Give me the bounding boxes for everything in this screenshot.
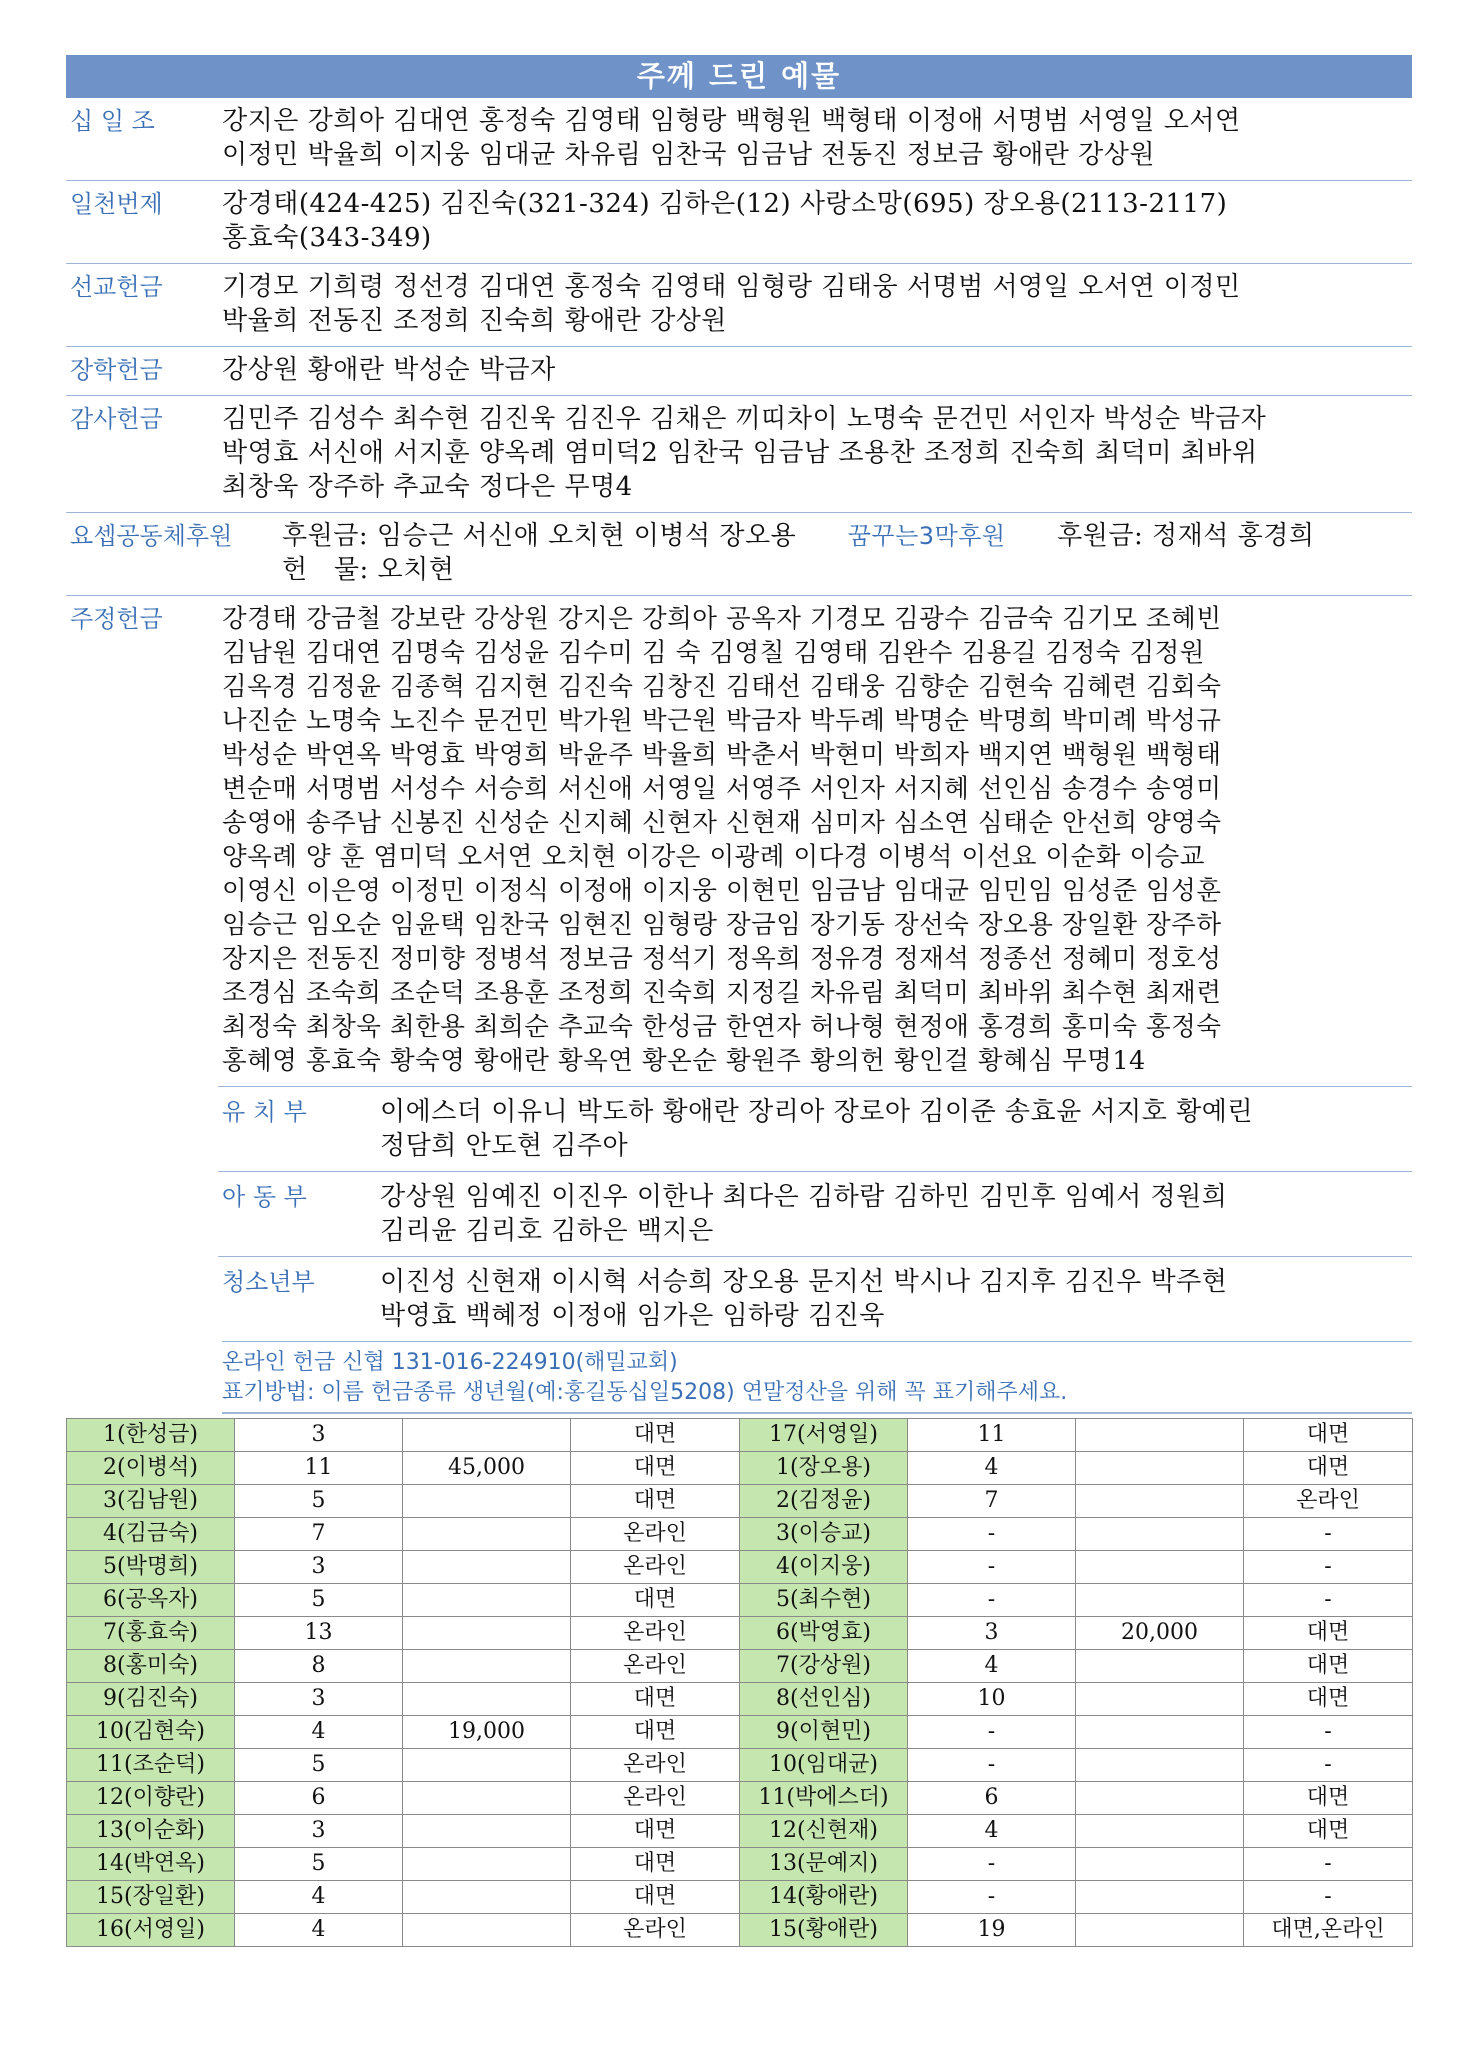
left-type-cell: 대면 — [571, 1815, 740, 1848]
table-row — [67, 1881, 1413, 1914]
attendance-table — [66, 1418, 1413, 1947]
right-name-cell: 4(이지웅) — [740, 1551, 908, 1584]
table-row — [67, 1518, 1413, 1551]
offering-report — [66, 55, 1412, 1947]
left-count-cell: 5 — [235, 1584, 403, 1617]
right-count-cell: 4 — [908, 1452, 1076, 1485]
right-amount-cell — [1076, 1485, 1244, 1518]
online-notation-line: 표기방법: 이름 헌금종류 생년월(예:홍길동십일5208) 연말정산을 위해 꼭 표기해주세요. — [222, 1380, 1068, 1405]
left-amount-cell — [403, 1782, 571, 1815]
right-type-cell: 대면 — [1244, 1782, 1413, 1815]
right-type-cell: 온라인 — [1244, 1485, 1413, 1518]
right-name-cell: 15(황애란) — [740, 1914, 908, 1947]
left-amount-cell — [403, 1881, 571, 1914]
left-count-cell: 5 — [235, 1848, 403, 1881]
right-count-cell: 11 — [908, 1419, 1076, 1452]
left-count-cell: 3 — [235, 1683, 403, 1716]
section-label: 감사헌금 — [70, 405, 163, 433]
right-name-cell: 13(문예지) — [740, 1848, 908, 1881]
section-names: 강상원 황애란 박성순 박금자 — [222, 355, 556, 385]
table-row — [67, 1716, 1413, 1749]
right-type-cell: - — [1244, 1551, 1413, 1584]
left-type-cell: 대면 — [571, 1716, 740, 1749]
online-offering-info — [222, 1341, 1412, 1414]
subsection-youth — [218, 1256, 1412, 1341]
left-count-cell: 5 — [235, 1749, 403, 1782]
left-type-cell: 온라인 — [571, 1650, 740, 1683]
left-type-cell: 대면 — [571, 1452, 740, 1485]
table-row — [67, 1650, 1413, 1683]
left-type-cell: 대면 — [571, 1419, 740, 1452]
left-amount-cell — [403, 1551, 571, 1584]
left-type-cell: 대면 — [571, 1584, 740, 1617]
subsection-label: 유 치 부 — [222, 1098, 307, 1126]
right-amount-cell — [1076, 1518, 1244, 1551]
left-amount-cell: 19,000 — [403, 1716, 571, 1749]
section-tithe — [66, 98, 1412, 181]
section-names: 김민주 김성수 최수현 김진욱 김진우 김채은 끼띠차이 노명숙 문건민 서인자 박성순 박금자 박영효 서신애 서지훈 양옥례 염미덕2 임찬국 임금남 조용찬 조정희 진숙희 최덕미 최바위 최창욱 장주하 추교숙 정다은 무명4 — [222, 404, 1267, 502]
right-amount-cell: 20,000 — [1076, 1617, 1244, 1650]
right-type-cell: 대면 — [1244, 1452, 1413, 1485]
right-name-cell: 3(이승교) — [740, 1518, 908, 1551]
right-amount-cell — [1076, 1419, 1244, 1452]
left-count-cell: 13 — [235, 1617, 403, 1650]
section-joseph-community — [66, 513, 1412, 596]
left-count-cell: 4 — [235, 1881, 403, 1914]
left-name-cell: 4(김금숙) — [67, 1518, 235, 1551]
left-amount-cell — [403, 1617, 571, 1650]
right-amount-cell — [1076, 1452, 1244, 1485]
table-row — [67, 1584, 1413, 1617]
left-name-cell: 5(박명희) — [67, 1551, 235, 1584]
right-name-cell: 17(서영일) — [740, 1419, 908, 1452]
right-count-cell: - — [908, 1881, 1076, 1914]
left-type-cell: 대면 — [571, 1848, 740, 1881]
left-count-cell: 8 — [235, 1650, 403, 1683]
right-type-cell: - — [1244, 1518, 1413, 1551]
table-row — [67, 1815, 1413, 1848]
section-names: 기경모 기희령 정선경 김대연 홍정숙 김영태 임형랑 김태웅 서명범 서영일 오서연 이정민 박율희 전동진 조정희 진숙희 황애란 강상원 — [222, 272, 1241, 336]
left-amount-cell — [403, 1683, 571, 1716]
right-amount-cell — [1076, 1716, 1244, 1749]
left-type-cell: 온라인 — [571, 1749, 740, 1782]
left-count-cell: 3 — [235, 1815, 403, 1848]
attendance-table-body — [67, 1419, 1413, 1947]
table-row — [67, 1782, 1413, 1815]
left-name-cell: 11(조순덕) — [67, 1749, 235, 1782]
left-count-cell: 3 — [235, 1551, 403, 1584]
right-name-cell: 7(강상원) — [740, 1650, 908, 1683]
left-name-cell: 2(이병석) — [67, 1452, 235, 1485]
right-name-cell: 12(신현재) — [740, 1815, 908, 1848]
right-amount-cell — [1076, 1848, 1244, 1881]
right-name-cell: 10(임대균) — [740, 1749, 908, 1782]
left-name-cell: 1(한성금) — [67, 1419, 235, 1452]
right-amount-cell — [1076, 1749, 1244, 1782]
section-thanksgiving — [66, 396, 1412, 513]
right-name-cell: 11(박에스더) — [740, 1782, 908, 1815]
right-count-cell: - — [908, 1518, 1076, 1551]
right-amount-cell — [1076, 1914, 1244, 1947]
section-label: 요셉공동체후원 — [70, 522, 233, 550]
section-weekly — [66, 596, 1412, 1341]
table-row — [67, 1749, 1413, 1782]
right-count-cell: - — [908, 1551, 1076, 1584]
right-amount-cell — [1076, 1551, 1244, 1584]
right-type-cell: 대면 — [1244, 1815, 1413, 1848]
dream-support-label: 꿈꾸는3막후원 — [847, 522, 1006, 550]
section-label: 장학헌금 — [70, 356, 163, 384]
online-account-line: 온라인 헌금 신협 131-016-224910(해밀교회) — [222, 1350, 678, 1375]
right-count-cell: 4 — [908, 1815, 1076, 1848]
table-row — [67, 1452, 1413, 1485]
left-name-cell: 14(박연옥) — [67, 1848, 235, 1881]
left-name-cell: 15(장일환) — [67, 1881, 235, 1914]
subsection-names: 강상원 임예진 이진우 이한나 최다은 김하람 김하민 김민후 임예서 정원희 김리윤 김리호 김하은 백지은 — [380, 1182, 1228, 1246]
left-type-cell: 온라인 — [571, 1551, 740, 1584]
right-type-cell: 대면 — [1244, 1683, 1413, 1716]
right-type-cell: - — [1244, 1749, 1413, 1782]
subsection-label: 청소년부 — [222, 1268, 315, 1296]
left-count-cell: 4 — [235, 1716, 403, 1749]
section-label: 주정헌금 — [70, 605, 163, 633]
page-title: 주께 드린 예물 — [66, 55, 1412, 98]
right-name-cell: 6(박영효) — [740, 1617, 908, 1650]
table-row — [67, 1551, 1413, 1584]
left-amount-cell — [403, 1518, 571, 1551]
support-line-2: 헌 물: 오치현 — [282, 555, 455, 585]
right-amount-cell — [1076, 1683, 1244, 1716]
table-row — [67, 1848, 1413, 1881]
left-name-cell: 6(공옥자) — [67, 1584, 235, 1617]
section-names — [282, 519, 1412, 587]
left-amount-cell — [403, 1914, 571, 1947]
section-label: 선교헌금 — [70, 273, 163, 301]
section-label: 일천번제 — [70, 190, 163, 218]
right-count-cell: 3 — [908, 1617, 1076, 1650]
left-amount-cell: 45,000 — [403, 1452, 571, 1485]
left-type-cell: 온라인 — [571, 1782, 740, 1815]
left-type-cell: 대면 — [571, 1485, 740, 1518]
support-line-1 — [282, 519, 1412, 553]
subsection-names: 이에스더 이유니 박도하 황애란 장리아 장로아 김이준 송효윤 서지호 황예린 정담희 안도현 김주아 — [380, 1097, 1253, 1161]
right-name-cell: 14(황애란) — [740, 1881, 908, 1914]
left-name-cell: 8(홍미숙) — [67, 1650, 235, 1683]
right-count-cell: - — [908, 1749, 1076, 1782]
left-name-cell: 16(서영일) — [67, 1914, 235, 1947]
right-type-cell: - — [1244, 1584, 1413, 1617]
left-name-cell: 3(김남원) — [67, 1485, 235, 1518]
right-amount-cell — [1076, 1782, 1244, 1815]
left-name-cell: 13(이순화) — [67, 1815, 235, 1848]
left-count-cell: 3 — [235, 1419, 403, 1452]
left-type-cell: 온라인 — [571, 1518, 740, 1551]
right-count-cell: 19 — [908, 1914, 1076, 1947]
right-name-cell: 2(김정윤) — [740, 1485, 908, 1518]
section-scholarship — [66, 347, 1412, 396]
left-amount-cell — [403, 1419, 571, 1452]
dream-support-donors: 후원금: 정재석 홍경희 — [1057, 521, 1315, 551]
right-name-cell: 8(선인심) — [740, 1683, 908, 1716]
right-type-cell: 대면,온라인 — [1244, 1914, 1413, 1947]
joseph-support-donors: 후원금: 임승근 서신애 오치현 이병석 장오용 — [282, 521, 797, 551]
right-amount-cell — [1076, 1584, 1244, 1617]
left-name-cell: 12(이향란) — [67, 1782, 235, 1815]
left-amount-cell — [403, 1749, 571, 1782]
left-count-cell: 11 — [235, 1452, 403, 1485]
right-type-cell: 대면 — [1244, 1419, 1413, 1452]
section-mission — [66, 264, 1412, 347]
table-row — [67, 1419, 1413, 1452]
right-name-cell: 1(장오용) — [740, 1452, 908, 1485]
section-names: 강경태(424-425) 김진숙(321-324) 김하은(12) 사랑소망(695) 장오용(2113-2117) 홍효숙(343-349) — [222, 189, 1228, 253]
left-amount-cell — [403, 1584, 571, 1617]
left-count-cell: 5 — [235, 1485, 403, 1518]
left-amount-cell — [403, 1815, 571, 1848]
section-thousand-offering — [66, 181, 1412, 264]
right-type-cell: 대면 — [1244, 1650, 1413, 1683]
left-amount-cell — [403, 1848, 571, 1881]
right-count-cell: 10 — [908, 1683, 1076, 1716]
left-type-cell: 온라인 — [571, 1914, 740, 1947]
right-count-cell: 7 — [908, 1485, 1076, 1518]
right-name-cell: 5(최수현) — [740, 1584, 908, 1617]
right-amount-cell — [1076, 1815, 1244, 1848]
table-row — [67, 1914, 1413, 1947]
left-count-cell: 7 — [235, 1518, 403, 1551]
left-count-cell: 4 — [235, 1914, 403, 1947]
right-count-cell: - — [908, 1584, 1076, 1617]
left-type-cell: 대면 — [571, 1683, 740, 1716]
right-type-cell: - — [1244, 1716, 1413, 1749]
section-names: 강경태 강금철 강보란 강상원 강지은 강희아 공옥자 기경모 김광수 김금숙 김기모 조혜빈 김남원 김대연 김명숙 김성윤 김수미 김 숙 김영칠 김영태 김완수 김용길 김정숙 김정원 김옥경 김정윤 김종혁 김지현 김진숙 김창진 김태선 김태웅 김향순 김현숙 김혜련 김회숙 나진순 노명숙 노진수 문건민 박가원 박근원 박금자 박두례 박명순 박명희 박미례 박성규 박성순 박연옥 박영효 박영희 박윤주 박율희 박춘서 박현미 박희자 백지연 백형원 백형태 변순매 서명범 서성수 서승희 서신애 서영일 서영주 서인자 서지혜 선인심 송경수 송영미 송영애 송주남 신봉진 신성순 신지혜 신현자 신현재 심미자 심소연 심태순 안선희 양영숙 양옥례 양 훈 염미덕 오서연 오치현 이강은 이광례 이다경 이병석 이선요 이순화 이승교 이영신 이은영 이정민 이정식 이정애 이지웅 이현민 임금남 임대균 임민임 임성준 임성훈 임승근 임오순 임윤택 임찬국 임현진 임형랑 장금임 장기동 장선숙 장오용 장일환 장주하 장지은 전동진 정미향 정병석 정보금 정석기 정옥희 정유경 정재석 정종선 정혜미 정호성 조경심 조숙희 조순덕 조용훈 조정희 진숙희 지정길 차유림 최덕미 최바위 최수현 최재련 최정숙 최창욱 최한용 최희순 추교숙 한성금 한연자 허나형 현정애 홍경희 홍미숙 홍정숙 홍혜영 홍효숙 황숙영 황애란 황옥연 황온순 황원주 황의헌 황인걸 황혜심 무명14 — [222, 604, 1222, 1076]
right-type-cell: - — [1244, 1848, 1413, 1881]
table-row — [67, 1617, 1413, 1650]
subsection-label: 아 동 부 — [222, 1183, 307, 1211]
section-names: 강지은 강희아 김대연 홍정숙 김영태 임형랑 백형원 백형태 이정애 서명범 서영일 오서연 이정민 박율희 이지웅 임대균 차유림 임찬국 임금남 전동진 정보금 황애란 강상원 — [222, 106, 1241, 170]
left-amount-cell — [403, 1485, 571, 1518]
table-row — [67, 1485, 1413, 1518]
left-name-cell: 10(김현숙) — [67, 1716, 235, 1749]
left-type-cell: 온라인 — [571, 1617, 740, 1650]
right-count-cell: - — [908, 1848, 1076, 1881]
right-type-cell: 대면 — [1244, 1617, 1413, 1650]
left-name-cell: 9(김진숙) — [67, 1683, 235, 1716]
subsection-names: 이진성 신현재 이시혁 서승희 장오용 문지선 박시나 김지후 김진우 박주현 박영효 백혜정 이정애 임가은 임하랑 김진욱 — [380, 1267, 1228, 1331]
table-row — [67, 1683, 1413, 1716]
right-type-cell: - — [1244, 1881, 1413, 1914]
subsection-children — [218, 1171, 1412, 1256]
right-count-cell: - — [908, 1716, 1076, 1749]
left-name-cell: 7(홍효숙) — [67, 1617, 235, 1650]
right-amount-cell — [1076, 1881, 1244, 1914]
right-count-cell: 4 — [908, 1650, 1076, 1683]
right-amount-cell — [1076, 1650, 1244, 1683]
right-count-cell: 6 — [908, 1782, 1076, 1815]
section-label: 십 일 조 — [70, 107, 155, 135]
left-type-cell: 대면 — [571, 1881, 740, 1914]
right-name-cell: 9(이현민) — [740, 1716, 908, 1749]
subsection-kindergarten — [218, 1086, 1412, 1171]
left-amount-cell — [403, 1650, 571, 1683]
left-count-cell: 6 — [235, 1782, 403, 1815]
